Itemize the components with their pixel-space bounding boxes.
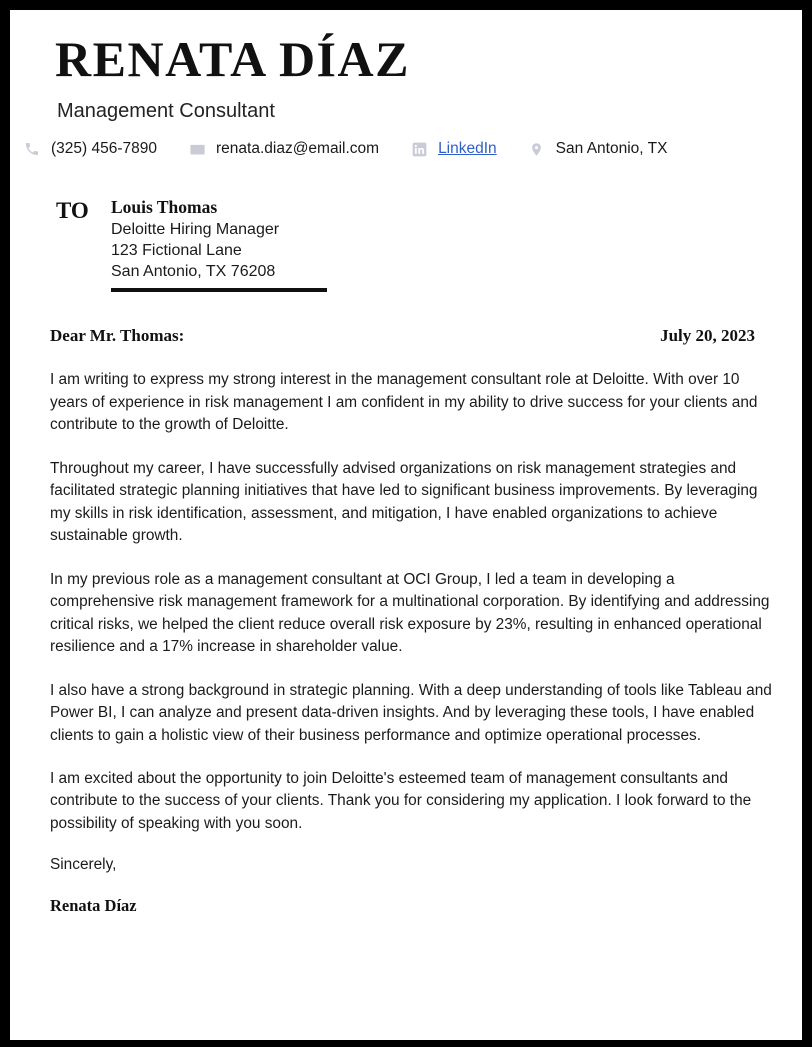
contact-label-linkedin[interactable]: LinkedIn [438, 140, 497, 157]
contact-item-linkedin[interactable] [409, 139, 497, 159]
contact-label-location: San Antonio, TX [555, 140, 668, 157]
contact-item-location [527, 139, 668, 159]
contact-item-phone [22, 139, 157, 159]
closing-line: Sincerely, [50, 856, 117, 874]
phone-icon [22, 139, 42, 159]
recipient-to-label: TO [56, 198, 89, 223]
document-page [10, 10, 802, 1040]
recipient-line-3: 123 Fictional Lane [111, 241, 242, 259]
location-pin-icon [527, 139, 547, 159]
contact-label-phone: (325) 456-7890 [51, 140, 157, 157]
recipient-name: Louis Thomas [111, 197, 218, 217]
recipient-divider [111, 288, 327, 292]
body-paragraph: I also have a strong background in strategic planning. With a deep understanding of tools like Tableau and Power BI, I can analyze and present data-driven insights. And by leveraging these tools, I have enabled clients to gain a holistic view of their business performance and optimize operational processes. [50, 681, 772, 744]
page-content [10, 10, 802, 1040]
linkedin-icon [409, 139, 429, 159]
contact-bar [22, 139, 802, 159]
letter-body [50, 369, 777, 916]
contact-item-email [187, 139, 379, 159]
job-title: Management Consultant [57, 100, 275, 122]
letter-header [10, 10, 802, 123]
recipient-line-4: San Antonio, TX 76208 [111, 263, 276, 281]
contact-label-email: renata.diaz@email.com [216, 140, 380, 157]
body-paragraph: I am excited about the opportunity to join Deloitte's esteemed team of management consultants and contribute to the success of your clients. Thank you for considering my application. I look forward to the possibility of speaking with you soon. [50, 769, 752, 832]
recipient-line-2: Deloitte Hiring Manager [111, 220, 280, 238]
recipient-details [111, 197, 327, 292]
body-paragraph: Throughout my career, I have successfully advised organizations on risk management strategies and facilitated strategic planning initiatives that have led to significant business improvements. By leveraging my skills in risk identification, assessment, and mitigation, I have enabled organizations to achieve sustainable growth. [50, 459, 758, 545]
letter-date: July 20, 2023 [660, 326, 755, 346]
page-title: RENATA DÍAZ [55, 31, 410, 87]
salutation: Dear Mr. Thomas: [50, 326, 185, 346]
body-paragraph: In my previous role as a management consultant at OCI Group, I led a team in developing a comprehensive risk management framework for a multinational corporation. By identifying and addressing critical risks, we helped the client reduce overall risk exposure by 23%, resulting in enhanced operational resilience and a 17% increase in shareholder value. [50, 570, 770, 656]
recipient-block [56, 197, 802, 292]
salutation-row [50, 326, 755, 346]
body-paragraph: I am writing to express my strong interest in the management consultant role at Deloitte. With over 10 years of experience in risk management I am confident in my ability to drive success for your clients and contribute to the growth of Deloitte. [50, 371, 758, 434]
envelope-icon [187, 139, 207, 159]
signature-name: Renata Díaz [50, 896, 137, 916]
